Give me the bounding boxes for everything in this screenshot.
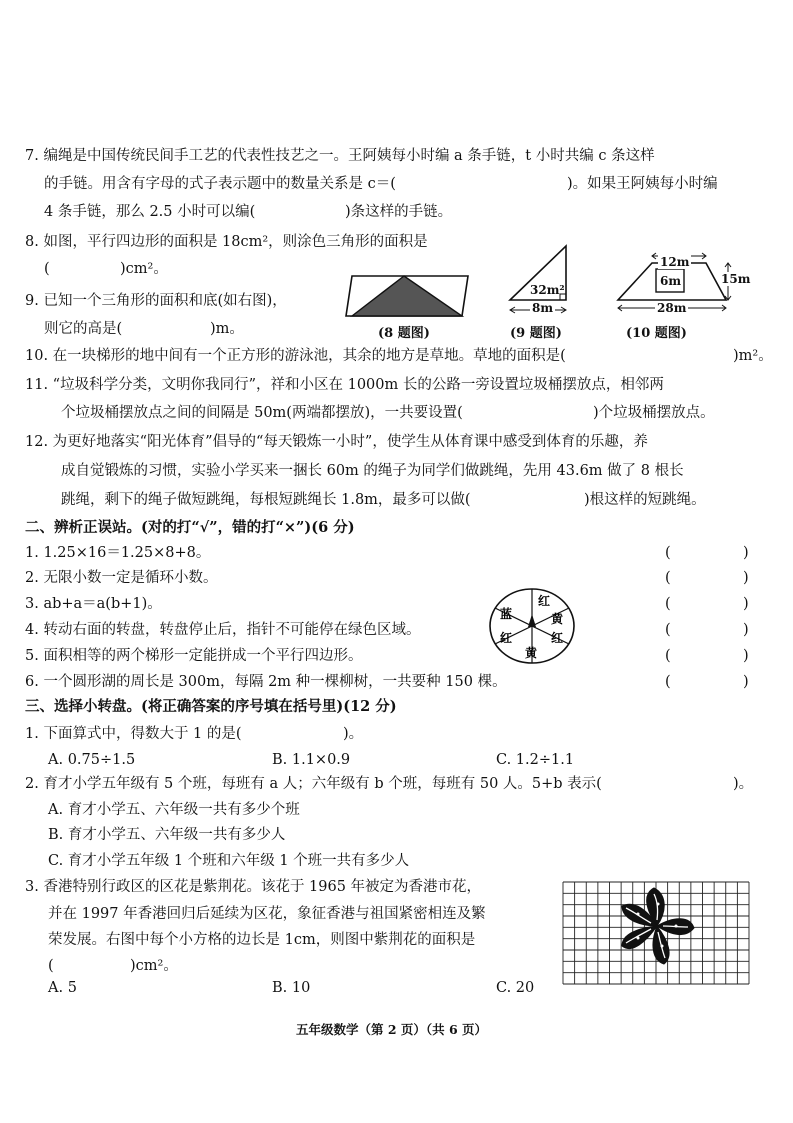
section3-heading: 三、选择小转盘。(将正确答案的序号填在括号里)(12 分) <box>25 698 397 715</box>
figure-8-parallelogram <box>344 272 474 322</box>
s3-q1-option-c: C. 1.2÷1.1 <box>496 752 575 768</box>
q12-line3b: )根这样的短跳绳。 <box>584 492 706 508</box>
section2-item-2: 2. 无限小数一定是循环小数。 <box>25 570 218 586</box>
q7-line3b: )条这样的手链。 <box>345 204 453 220</box>
figure-10-bottom-label: 28m <box>657 301 687 315</box>
q7-line1: 7. 编绳是中国传统民间手工艺的代表性技艺之一。王阿姨每小时编 a 条手链，t 小时共编 c 条这样 <box>25 148 655 164</box>
s3-q2-stem: 2. 育才小学五年级有 5 个班，每班有 a 人；六年级有 b 个班，每班有 50 人。5+b 表示( <box>25 776 602 792</box>
q12-line2: 成自觉锻炼的习惯，实验小学买来一捆长 60m 的绳子为同学们做跳绳，先用 43.6m 做了 8 根长 <box>61 463 684 479</box>
answer-paren-open: ( <box>665 648 671 664</box>
s3-q2-option-b: B. 育才小学五、六年级一共有多少人 <box>48 827 286 843</box>
q11-line2b: )个垃圾桶摆放点。 <box>593 405 715 421</box>
spinner-label: 红 <box>551 631 564 645</box>
answer-paren-close: ) <box>743 596 749 612</box>
q9-line2b: )m。 <box>210 321 244 337</box>
answer-paren-open: ( <box>665 570 671 586</box>
answer-paren-open: ( <box>665 596 671 612</box>
answer-paren-open: ( <box>665 545 671 561</box>
answer-paren-open: ( <box>665 674 671 690</box>
q7-line2b: )。如果王阿姨每小时编 <box>567 176 718 192</box>
s3-q1-option-b: B. 1.1×0.9 <box>272 752 351 768</box>
q10-text-a: 10. 在一块梯形的地中间有一个正方形的游泳池，其余的地方是草地。草地的面积是( <box>25 348 566 364</box>
figure-10-caption: (10 题图) <box>626 326 687 341</box>
s3-q1-option-a: A. 0.75÷1.5 <box>48 752 136 768</box>
section2-item-5: 5. 面积相等的两个梯形一定能拼成一个平行四边形。 <box>25 648 363 664</box>
q10-text-b: )m²。 <box>733 348 773 364</box>
figure-10-square-label: 6m <box>660 274 682 288</box>
section2-heading: 二、辨析正误站。(对的打“√”，错的打“×”)(6 分) <box>25 519 355 536</box>
q8-line2a: ( <box>44 261 50 277</box>
figure-10-top-label: 12m <box>660 255 690 269</box>
section2-item-3: 3. ab+a＝a(b+1)。 <box>25 596 162 612</box>
s3-q3-line3: 荣发展。右图中每个小方格的边长是 1cm，则图中紫荆花的面积是 <box>48 932 476 948</box>
s3-q2-option-c: C. 育才小学五年级 1 个班和六年级 1 个班一共有多少人 <box>48 853 410 869</box>
answer-paren-close: ) <box>743 545 749 561</box>
spinner-label: 红 <box>500 631 513 645</box>
q9-line1: 9. 已知一个三角形的面积和底(如右图)， <box>25 293 287 309</box>
bauhinia-grid-figure <box>562 880 752 990</box>
spinner-label: 黄 <box>525 646 538 660</box>
spinner-label: 黄 <box>551 612 564 626</box>
figure-9-base-label: 8m <box>532 301 554 315</box>
spinner-label: 红 <box>538 594 551 608</box>
s3-q3-option-c: C. 20 <box>496 980 535 996</box>
s3-q3-option-b: B. 10 <box>272 980 311 996</box>
s3-q3-line2: 并在 1997 年香港回归后延续为区花，象征香港与祖国紧密相连及繁 <box>48 906 486 922</box>
answer-paren-close: ) <box>743 674 749 690</box>
figure-10-height-label: 15m <box>721 272 751 286</box>
spinner-label: 蓝 <box>500 607 513 621</box>
q8-line2b: )cm²。 <box>120 261 168 277</box>
s3-q1-stem-end: )。 <box>343 726 364 742</box>
q9-line2a: 则它的高是( <box>44 321 123 337</box>
s3-q2-option-a: A. 育才小学五、六年级一共有多少个班 <box>48 802 300 818</box>
section2-item-6: 6. 一个圆形湖的周长是 300m，每隔 2m 种一棵柳树，一共要种 150 棵。 <box>25 674 507 690</box>
figure-9-area-label: 32m² <box>530 283 565 297</box>
s3-q3-line1: 3. 香港特别行政区的区花是紫荆花。该花于 1965 年被定为香港市花， <box>25 879 482 895</box>
answer-paren-close: ) <box>743 622 749 638</box>
s3-q3-line4b: )cm²。 <box>130 958 178 974</box>
section2-item-4: 4. 转动右面的转盘，转盘停止后，指针不可能停在绿色区域。 <box>25 622 421 638</box>
q8-line1: 8. 如图，平行四边形的面积是 18cm²，则涂色三角形的面积是 <box>25 234 428 250</box>
figure-8-caption: (8 题图) <box>378 326 430 341</box>
page-footer: 五年级数学（第 2 页）（共 6 页） <box>296 1022 488 1037</box>
s3-q2-stem-end: )。 <box>733 776 754 792</box>
figure-9-caption: (9 题图) <box>510 326 562 341</box>
spinner-figure <box>487 586 577 666</box>
s3-q3-option-a: A. 5 <box>48 980 77 996</box>
answer-paren-open: ( <box>665 622 671 638</box>
answer-paren-close: ) <box>743 648 749 664</box>
answer-paren-close: ) <box>743 570 749 586</box>
q12-line1: 12. 为更好地落实“阳光体育”倡导的“每天锻炼一小时”，使学生从体育课中感受到体育的乐趣，养 <box>25 434 648 450</box>
q7-line2a: 的手链。用含有字母的式子表示题中的数量关系是 c＝( <box>44 176 396 192</box>
q11-line1: 11. “垃圾科学分类，文明你我同行”，祥和小区在 1000m 长的公路一旁设置垃圾桶摆放点，相邻两 <box>25 377 664 393</box>
s3-q3-line4a: ( <box>48 958 54 974</box>
q12-line3a: 跳绳，剩下的绳子做短跳绳，每根短跳绳长 1.8m，最多可以做( <box>61 492 471 508</box>
s3-q1-stem: 1. 下面算式中，得数大于 1 的是( <box>25 726 242 742</box>
section2-item-1: 1. 1.25×16＝1.25×8+8。 <box>25 545 211 561</box>
q11-line2a: 个垃圾桶摆放点之间的间隔是 50m(两端都摆放)，一共要设置( <box>61 405 463 421</box>
q7-line3a: 4 条手链，那么 2.5 小时可以编( <box>44 204 256 220</box>
